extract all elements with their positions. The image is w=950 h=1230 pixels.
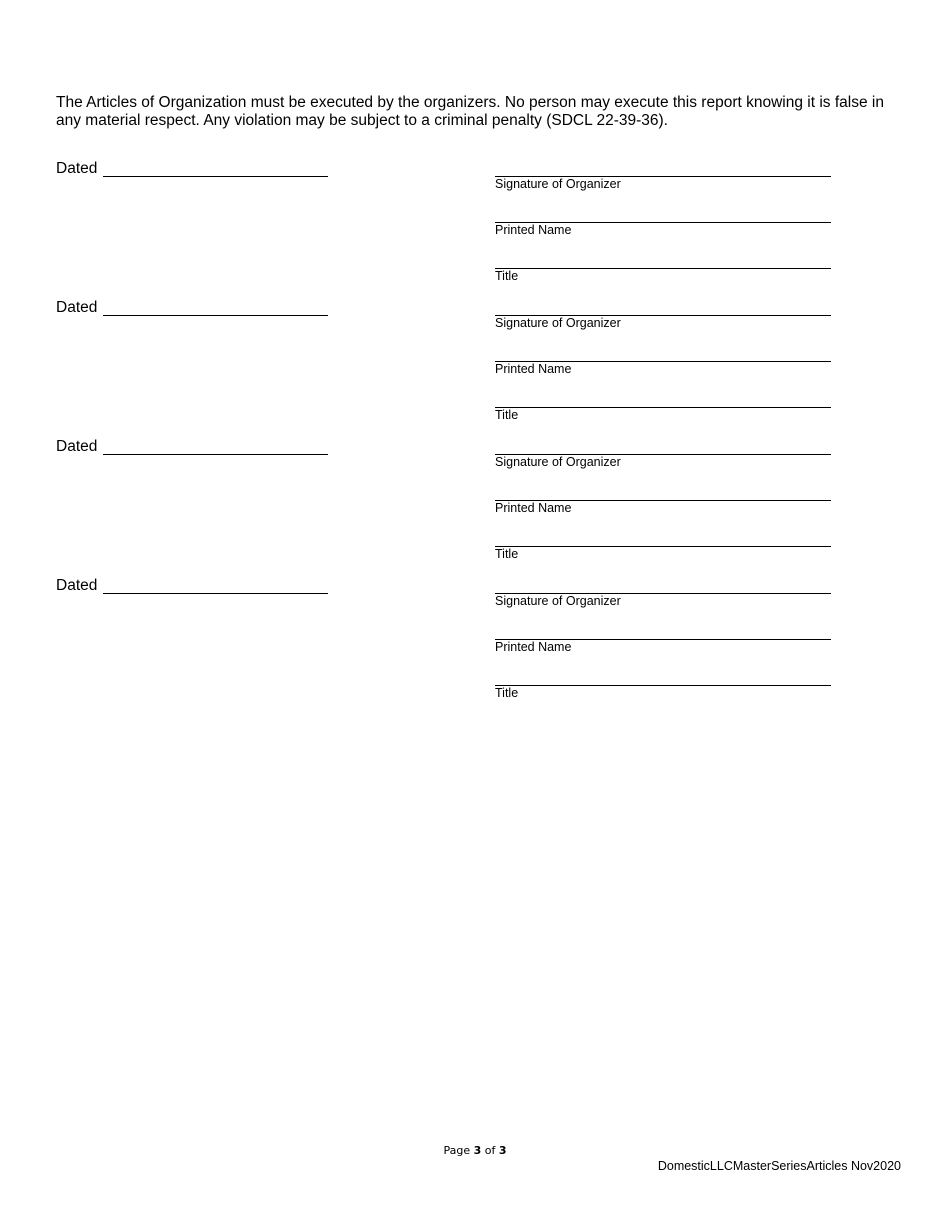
title-field-2[interactable]	[495, 407, 831, 431]
signature-label: Signature of Organizer	[495, 316, 621, 330]
printed-name-label: Printed Name	[495, 501, 572, 515]
dated-field-1[interactable]	[56, 160, 331, 180]
page-total: 3	[498, 1144, 507, 1157]
dated-label: Dated	[56, 160, 98, 177]
dated-line[interactable]	[103, 593, 328, 594]
printed-name-field-3[interactable]	[495, 500, 831, 524]
dated-field-4[interactable]	[56, 577, 331, 597]
page-of: of	[484, 1144, 496, 1157]
dated-line[interactable]	[103, 454, 328, 455]
printed-name-label: Printed Name	[495, 362, 572, 376]
dated-line[interactable]	[103, 315, 328, 316]
page-number	[0, 1144, 950, 1157]
title-line[interactable]	[495, 546, 831, 547]
signature-field-3[interactable]	[495, 454, 831, 478]
title-field-3[interactable]	[495, 546, 831, 570]
printed-name-field-4[interactable]	[495, 639, 831, 663]
signature-label: Signature of Organizer	[495, 594, 621, 608]
document-id: DomesticLLCMasterSeriesArticles Nov2020	[657, 1159, 901, 1173]
signature-label: Signature of Organizer	[495, 177, 621, 191]
title-label: Title	[495, 686, 519, 700]
printed-name-label: Printed Name	[495, 223, 572, 237]
signature-field-4[interactable]	[495, 593, 831, 617]
execution-notice: The Articles of Organization must be executed by the organizers. No person may execute this report knowing it is false in any material respect. Any violation may be subject to a criminal penalty (SDCL 22-39-36).	[56, 94, 884, 129]
title-line[interactable]	[495, 268, 831, 269]
dated-label: Dated	[56, 299, 98, 316]
title-field-1[interactable]	[495, 268, 831, 292]
dated-line[interactable]	[103, 176, 328, 177]
printed-name-label: Printed Name	[495, 640, 572, 654]
title-line[interactable]	[495, 407, 831, 408]
page-prefix: Page	[443, 1144, 471, 1157]
signature-field-2[interactable]	[495, 315, 831, 339]
signature-field-1[interactable]	[495, 176, 831, 200]
printed-name-field-2[interactable]	[495, 361, 831, 385]
title-line[interactable]	[495, 685, 831, 686]
title-label: Title	[495, 408, 519, 422]
title-field-4[interactable]	[495, 685, 831, 709]
dated-label: Dated	[56, 438, 98, 455]
page-current: 3	[473, 1144, 482, 1157]
signature-label: Signature of Organizer	[495, 455, 621, 469]
dated-field-2[interactable]	[56, 299, 331, 319]
dated-field-3[interactable]	[56, 438, 331, 458]
title-label: Title	[495, 269, 519, 283]
printed-name-field-1[interactable]	[495, 222, 831, 246]
title-label: Title	[495, 547, 519, 561]
dated-label: Dated	[56, 577, 98, 594]
